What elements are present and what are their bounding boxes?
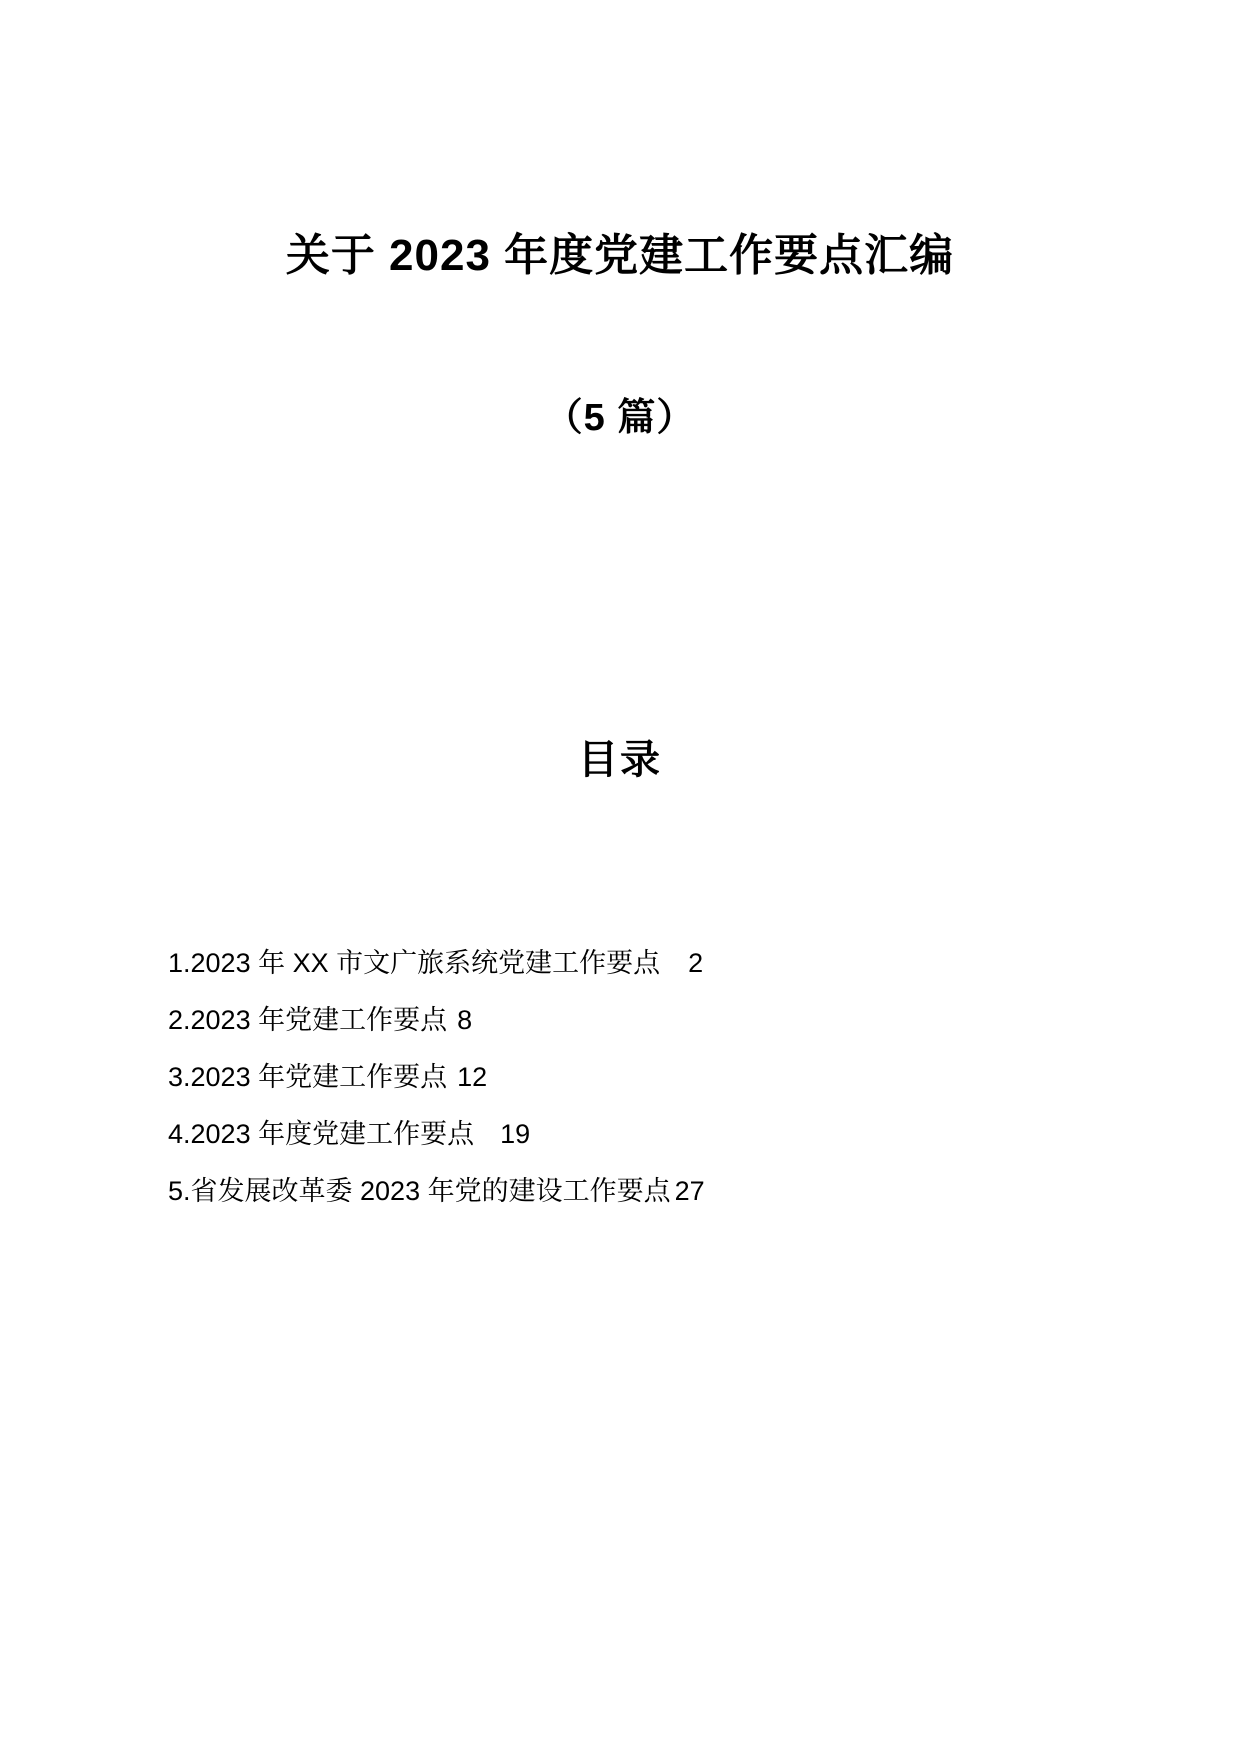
toc-item-page: 27 [674, 1176, 705, 1206]
toc-item-page: 12 [457, 1062, 488, 1092]
toc-item-label: 2.2023 年党建工作要点 [168, 1005, 448, 1035]
toc-item-label: 5.省发展改革委 2023 年党的建设工作要点 [168, 1176, 671, 1206]
toc-item[interactable] [168, 1064, 1088, 1091]
toc-item[interactable] [168, 950, 1088, 977]
toc-item[interactable] [168, 1178, 1088, 1205]
table-of-contents [168, 950, 1088, 1235]
toc-item-label: 1.2023 年 XX 市文广旅系统党建工作要点 [168, 948, 661, 978]
toc-item[interactable] [168, 1121, 1088, 1148]
toc-item[interactable] [168, 1007, 1088, 1034]
document-subtitle: （5 篇） [544, 397, 696, 439]
toc-item-label: 3.2023 年党建工作要点 [168, 1062, 448, 1092]
page-title: 关于 2023 年度党建工作要点汇编 [285, 231, 955, 280]
toc-item-page: 8 [457, 1005, 473, 1035]
toc-item-page: 19 [500, 1119, 531, 1149]
toc-item-label: 4.2023 年度党建工作要点 [168, 1119, 475, 1149]
table-of-contents-heading: 目录 [578, 738, 662, 782]
toc-item-page: 2 [688, 948, 704, 978]
